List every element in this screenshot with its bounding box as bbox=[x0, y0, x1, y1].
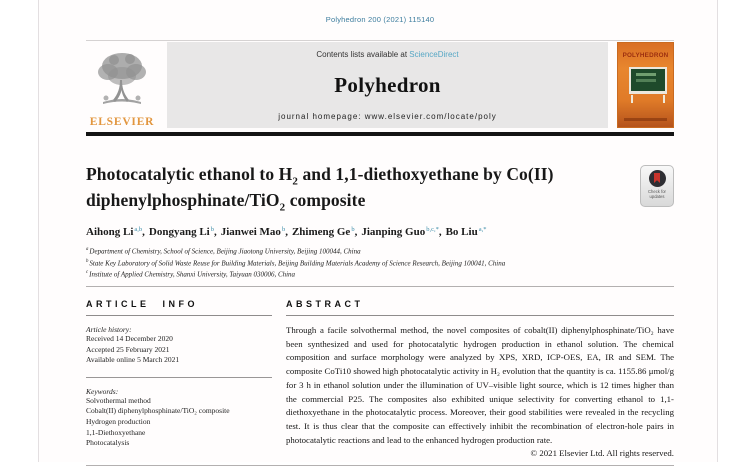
keyword: Solvothermal method bbox=[86, 395, 151, 405]
article-info-underline bbox=[86, 315, 272, 316]
author-sep: , bbox=[285, 226, 288, 239]
author-sep: , bbox=[438, 226, 442, 239]
author-name: Bo Liu bbox=[445, 226, 478, 239]
author-name: Aihong Li bbox=[86, 226, 134, 239]
history-item: Received 14 December 2020 bbox=[86, 333, 173, 343]
affiliation-sup: b bbox=[86, 258, 89, 264]
author bbox=[361, 226, 441, 238]
author-sep: , bbox=[354, 226, 358, 239]
journal-homepage-link[interactable]: journal homepage: www.elsevier.com/locate/poly bbox=[278, 112, 497, 121]
journal-name: Polyhedron bbox=[334, 73, 441, 97]
history-item: Available online 5 March 2021 bbox=[86, 355, 180, 365]
two-column-area bbox=[86, 299, 674, 458]
elsevier-tree-icon bbox=[93, 50, 151, 115]
abstract-underline bbox=[286, 315, 674, 316]
abstract-heading: ABSTRACT bbox=[286, 298, 364, 309]
affiliation-text: Department of Chemistry, School of Science, Beijing Jiaotong University, Beijing 100044, China bbox=[89, 247, 361, 256]
elsevier-wordmark: ELSEVIER bbox=[89, 116, 155, 128]
cover-illustration-legs bbox=[631, 95, 665, 103]
author bbox=[86, 226, 145, 238]
article-title bbox=[86, 163, 572, 215]
keywords-divider bbox=[86, 377, 272, 378]
paper-page bbox=[38, 0, 718, 462]
keywords-label: Keywords: bbox=[86, 386, 119, 396]
author-affil-sup: b,c,* bbox=[426, 225, 439, 233]
cover-illustration bbox=[629, 67, 667, 94]
affiliation bbox=[86, 258, 674, 269]
abstract-column bbox=[286, 299, 674, 458]
header-divider bbox=[86, 132, 674, 136]
article-history-label: Article history: bbox=[86, 324, 132, 334]
author-name: Dongyang Li bbox=[148, 226, 210, 239]
author bbox=[446, 226, 487, 238]
author bbox=[221, 226, 288, 238]
title-subscript: 2 bbox=[279, 201, 286, 214]
title-segment: composite bbox=[285, 189, 366, 210]
bookmark-icon bbox=[649, 170, 666, 187]
author-affil-sup: a,* bbox=[478, 225, 487, 233]
affiliation-sup: c bbox=[86, 269, 89, 275]
author-sep: , bbox=[142, 226, 145, 239]
affiliation bbox=[86, 246, 674, 257]
check-updates-label: Check for updates bbox=[648, 188, 666, 199]
keyword: Photocatalysis bbox=[86, 438, 130, 448]
title-segment: Photocatalytic ethanol to H bbox=[86, 163, 293, 184]
copyright-line: © 2021 Elsevier Ltd. All rights reserved. bbox=[530, 448, 674, 459]
keyword: 1,1-Diethoxyethane bbox=[86, 427, 146, 437]
author-sep: , bbox=[213, 226, 217, 239]
keyword: Hydrogen production bbox=[86, 417, 151, 427]
author-affil-sup: b bbox=[281, 225, 286, 233]
article-info-column bbox=[86, 299, 272, 458]
author-name: Jianping Guo bbox=[361, 226, 426, 239]
author bbox=[149, 226, 217, 238]
article-info-heading: ARTICLE INFO bbox=[86, 298, 198, 309]
keyword: Cobalt(II) diphenylphosphinate/TiO₂ composite bbox=[86, 406, 230, 416]
author bbox=[292, 226, 357, 238]
author-name: Zhimeng Ge bbox=[291, 226, 351, 239]
contents-prefix: Contents lists available at bbox=[316, 50, 410, 59]
author-affil-sup: b bbox=[351, 225, 355, 233]
journal-citation: Polyhedron 200 (2021) 115140 bbox=[325, 15, 435, 24]
cover-footer-band bbox=[624, 118, 667, 121]
title-row bbox=[86, 163, 674, 215]
authors-line bbox=[86, 226, 674, 239]
abstract-text: Through a facile solvothermal method, the novel composites of cobalt(II) diphenylphosphinate/TiO₂ have been synthesized and used for photocatalytic hydrogen production in ethanol solution. The chemical composition and surface morphology were analyzed by XPS, XRD, ICP-OES, EA, IR and SEM. The composite CoTi10 showed high photocatalytic activity in H₂ evolution that the quantity is ca. 1155.86 μmol/g for 3 h in ethanol solution under the illumination of UV–visible light source, which is 12 times higher than the commercial P25. The composites also exhibited unique selectivity for converting ethanol to 1,1-diethoxyethane in the photocatalytic process. Moreover, their good stabilities were revealed in the recycling test. It is thus clear that the composite can effectively inhibit the recombination of electron-hole pairs in photocatalytic reactions and lead to the enhanced hydrogen production rate. bbox=[286, 324, 674, 445]
elsevier-logo bbox=[86, 42, 158, 128]
cover-title: POLYHEDRON bbox=[622, 52, 669, 59]
history-item: Accepted 25 February 2021 bbox=[86, 344, 170, 354]
journal-banner bbox=[167, 42, 608, 128]
affiliation-sup: a bbox=[86, 247, 89, 253]
author-affil-sup: a,b bbox=[134, 225, 143, 233]
journal-header bbox=[86, 40, 674, 128]
affiliation bbox=[86, 269, 674, 280]
journal-cover-thumbnail bbox=[617, 42, 674, 128]
author-name: Jianwei Mao bbox=[220, 226, 281, 239]
check-for-updates-badge[interactable] bbox=[640, 165, 674, 207]
affiliations-block bbox=[86, 246, 674, 280]
title-subscript: 2 bbox=[292, 175, 298, 187]
section-divider bbox=[86, 286, 674, 287]
contents-line bbox=[171, 50, 604, 59]
affiliation-text: Institute of Applied Chemistry, Shanxi University, Taiyuan 030006, China bbox=[89, 270, 296, 279]
affiliation-text: State Key Laboratory of Solid Waste Reuse for Building Materials, Beijing Building Materials Academy of Science Research, Beijing 100041, China bbox=[89, 258, 506, 267]
author-affil-sup: b bbox=[210, 225, 214, 233]
page-content bbox=[39, 0, 717, 466]
sciencedirect-link[interactable]: ScienceDirect bbox=[409, 50, 459, 59]
title-segment: and 1,1-diethoxyethane by Co(II) diphenylphosphinate/TiO bbox=[86, 163, 554, 210]
